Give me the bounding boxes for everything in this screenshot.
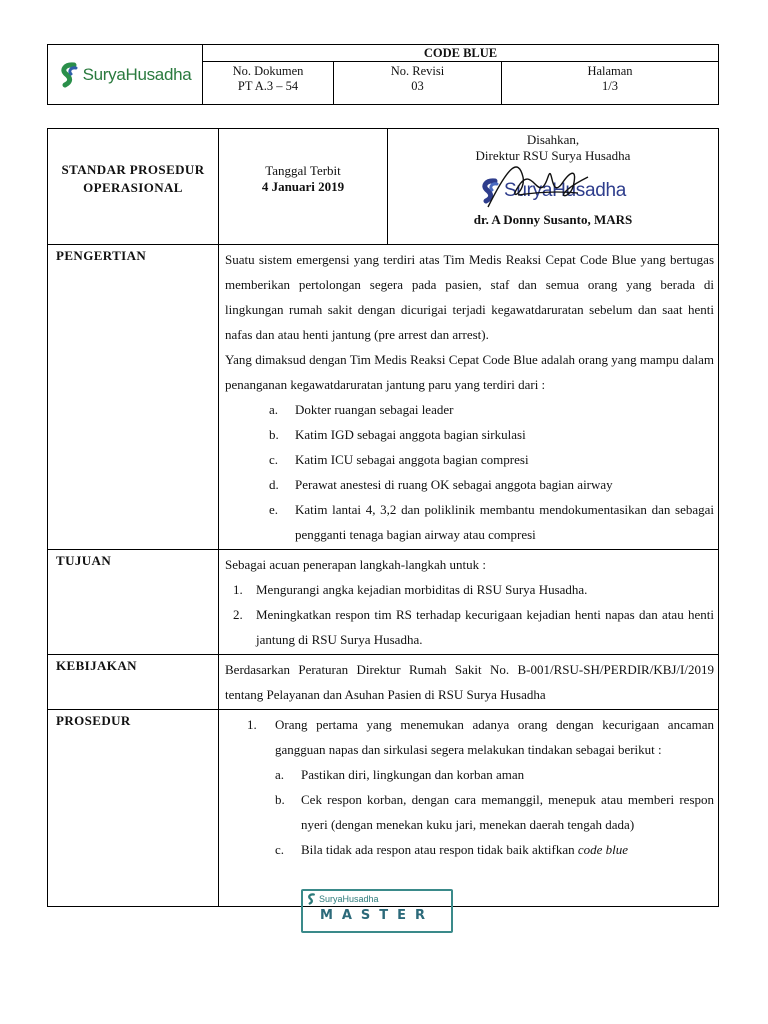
label-tujuan: TUJUAN	[48, 550, 219, 655]
procedure-sublist	[225, 762, 714, 862]
pengertian-paragraph-1: Suatu sistem emergensi yang terdiri atas Tim Medis Reaksi Cepat Code Blue yang bertugas memberikan pertolongan segera pada pasien, staf dan semua orang yang berada di lingkungan rumah sakit dengan dicurigai terjadi kegawatdaruratan sebelum dan saat henti nafas dan atau henti jantung (pre arrest dan arrest).	[225, 252, 714, 342]
issue-date-cell	[219, 129, 388, 245]
logo-cell	[48, 45, 203, 105]
step-marker: 1.	[247, 717, 257, 732]
page-cell	[502, 62, 719, 105]
sop-table	[47, 128, 719, 907]
surya-logo-icon	[59, 62, 81, 88]
list-text: Katim IGD sebagai anggota bagian sirkulasi	[295, 427, 526, 442]
stamp-logo-text: SuryaHusadha	[319, 894, 379, 904]
label-kebijakan: KEBIJAKAN	[48, 655, 219, 710]
list-text: Mengurangi angka kejadian morbiditas di RSU Surya Husadha.	[256, 582, 588, 597]
tujuan-intro: Sebagai acuan penerapan langkah-langkah untuk :	[225, 557, 486, 572]
pengertian-content	[219, 245, 719, 550]
list-text-main: Bila tidak ada respon atau respon tidak baik aktifkan	[301, 842, 578, 857]
list-item	[275, 787, 714, 837]
document-header	[47, 44, 719, 105]
revision-value: 03	[411, 79, 424, 93]
list-marker: a.	[269, 402, 279, 417]
goal-list	[225, 577, 714, 652]
pengertian-paragraph-2: Yang dimaksud dengan Tim Medis Reaksi Cepat Code Blue adalah orang yang mampu dalam penanganan kegawatdaruratan jantung paru yang terdiri dari :	[225, 352, 714, 392]
list-text	[301, 837, 714, 862]
step-text: Orang pertama yang menemukan adanya orang dengan kecurigaan ancaman gangguan napas dan sirkulasi segera melakukan tindakan sebagai berikut :	[275, 717, 714, 757]
sop-title: STANDAR PROSEDUR OPERASIONAL	[48, 129, 219, 245]
list-item	[269, 472, 714, 497]
company-logo	[48, 62, 202, 88]
list-marker: b.	[269, 427, 279, 442]
master-stamp	[301, 889, 453, 933]
tujuan-content	[219, 550, 719, 655]
doc-number-value: PT A.3 – 54	[237, 79, 299, 93]
stamp-logo	[303, 891, 451, 905]
list-item	[269, 447, 714, 472]
list-text: Dokter ruangan sebagai leader	[295, 402, 454, 417]
list-marker: 1.	[233, 582, 243, 597]
list-marker: a.	[275, 767, 285, 782]
list-item	[275, 837, 714, 862]
list-marker: b.	[275, 792, 285, 807]
list-item	[233, 577, 714, 602]
issue-date-value: 4 Januari 2019	[261, 179, 345, 194]
list-item	[269, 497, 714, 547]
doc-number-label: No. Dokumen	[232, 64, 304, 78]
approver-title: Direktur RSU Surya Husadha	[475, 148, 631, 163]
label-pengertian: PENGERTIAN	[48, 245, 219, 550]
list-marker: 2.	[233, 607, 243, 622]
document-title: CODE BLUE	[203, 45, 719, 62]
list-item	[269, 397, 714, 422]
prosedur-content	[219, 710, 719, 907]
list-text: Pastikan diri, lingkungan dan korban aman	[301, 767, 525, 782]
team-list	[225, 397, 714, 547]
list-text: Perawat anestesi di ruang OK sebagai anggota bagian airway	[295, 477, 613, 492]
revision-cell	[334, 62, 502, 105]
list-text: Cek respon korban, dengan cara memanggil, menepuk atau memberi respon nyeri (dengan menekan kuku jari, menekan daerah tengah dada)	[301, 792, 714, 832]
list-item	[275, 762, 714, 787]
approval-cell	[388, 129, 719, 245]
list-marker: e.	[269, 502, 279, 517]
list-text: Katim lantai 4, 3,2 dan poliklinik membantu mendokumentasikan dan sebagai pengganti tenaga bagian airway atau compresi	[295, 502, 714, 542]
stamp-label: MASTER	[319, 908, 435, 923]
page-value: 1/3	[602, 79, 618, 93]
page-label: Halaman	[587, 64, 633, 78]
list-item	[233, 602, 714, 652]
approver-name: dr. A Donny Susanto, MARS	[473, 212, 633, 227]
approver-logo-text: SuryaHusadha	[503, 180, 627, 201]
signature-icon	[478, 147, 598, 222]
list-text: Katim ICU sebagai anggota bagian compresi	[295, 452, 529, 467]
list-marker: c.	[275, 842, 285, 857]
approved-label: Disahkan,	[526, 132, 580, 147]
list-text-italic: code blue	[577, 842, 629, 857]
list-marker: c.	[269, 452, 279, 467]
logo-text: SuryaHusadha	[82, 64, 192, 84]
kebijakan-content: Berdasarkan Peraturan Direktur Rumah Sakit No. B-001/RSU-SH/PERDIR/KBJ/I/2019 tentang Pelayanan dan Asuhan Pasien di RSU Surya Husadha	[219, 655, 719, 710]
list-marker: d.	[269, 477, 279, 492]
procedure-step	[225, 712, 714, 762]
surya-logo-icon	[307, 893, 317, 905]
list-item	[269, 422, 714, 447]
label-prosedur: PROSEDUR	[48, 710, 219, 907]
issue-date-label: Tanggal Terbit	[265, 163, 341, 178]
revision-label: No. Revisi	[390, 64, 445, 78]
doc-number-cell	[203, 62, 334, 105]
list-text: Meningkatkan respon tim RS terhadap kecurigaan kejadian henti napas dan atau henti jantung di RSU Surya Husadha.	[256, 607, 714, 647]
